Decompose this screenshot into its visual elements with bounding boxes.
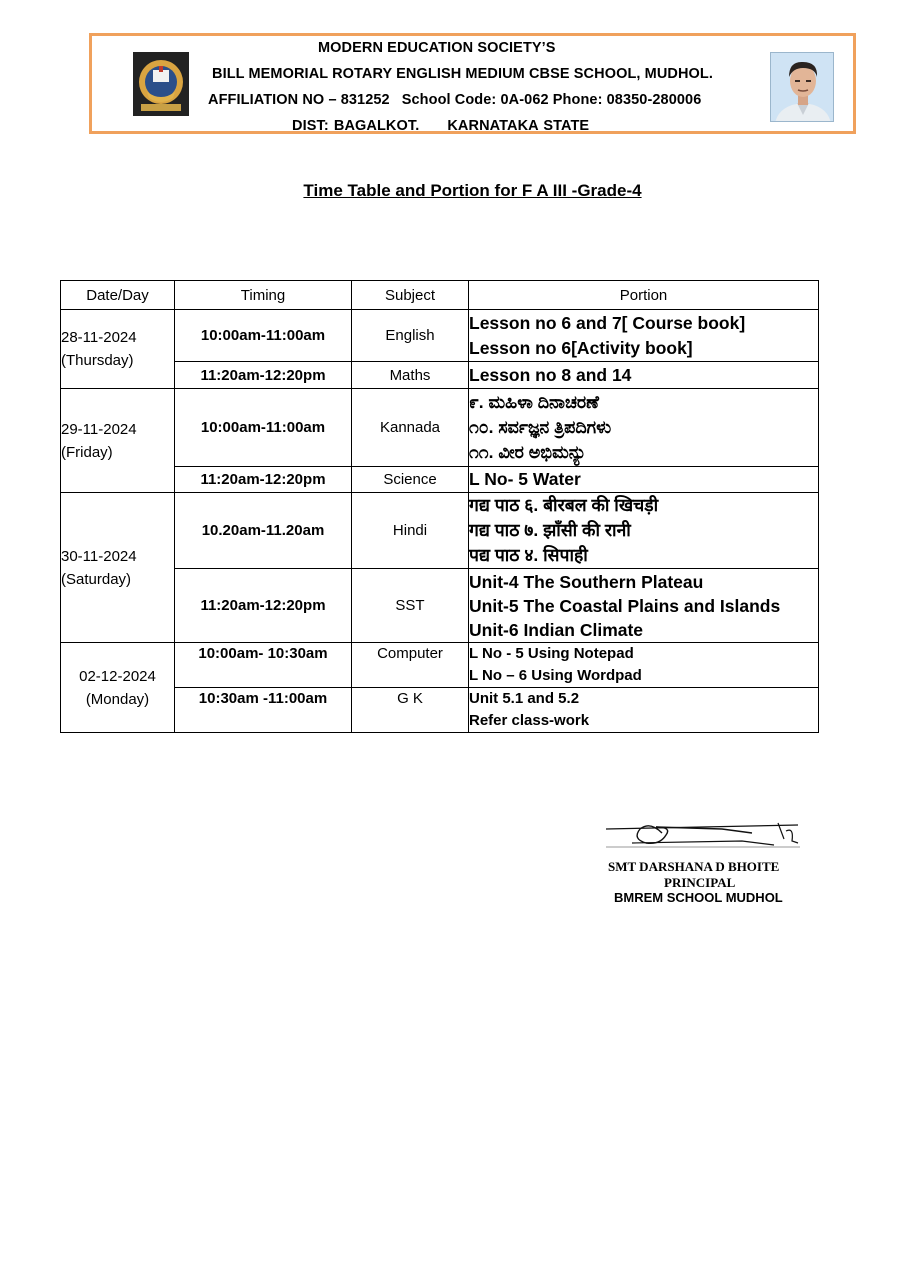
table-header-row [61, 281, 819, 310]
portion-line: Refer class-work [469, 712, 590, 729]
address-line [292, 118, 589, 134]
table-row [61, 643, 819, 688]
portion-line: पद्य पाठ ४. सिपाही [469, 545, 588, 565]
portion-line: Lesson no 6 and 7[ Course book] [469, 312, 746, 333]
day-text: (Thursday) [61, 352, 134, 369]
date-cell [61, 493, 175, 643]
day-text: (Monday) [85, 691, 150, 708]
society-name: MODERN EDUCATION SOCIETY’S [318, 40, 556, 56]
portion-line: ೯. ಮಹಿಳಾ ದಿನಾಚರಣೆ [469, 392, 599, 412]
letterhead [89, 33, 856, 134]
portion-cell [469, 389, 819, 467]
school-code-phone: School Code: 0A-062 Phone: 08350-280006 [401, 92, 702, 108]
subject-cell: Kannada [352, 389, 469, 467]
portion-line: गद्य पाठ ६. बीरबल की खिचड़ी [469, 495, 659, 515]
subject-cell: Hindi [352, 493, 469, 569]
table-row [61, 493, 819, 569]
portion-cell [469, 493, 819, 569]
date-cell [61, 389, 175, 493]
portion-line: ೧೧. ವೀರ ಅಭಿಮನ್ಯು [469, 442, 587, 462]
page-title-text: Time Table and Portion for F A III -Grade-4 [303, 181, 642, 200]
subject-cell: SST [352, 569, 469, 643]
principal-name: SMT DARSHANA D BHOITE [608, 859, 780, 874]
school-logo [133, 52, 189, 116]
subject-cell: English [352, 310, 469, 362]
district: DIST: BAGALKOT. [292, 118, 420, 134]
timing-cell: 11:20am-12:20pm [175, 467, 352, 493]
date-cell [61, 643, 175, 733]
portion-cell [469, 467, 819, 493]
state: KARNATAKA STATE [447, 118, 590, 134]
portion-line: L No - 5 Using Notepad [469, 645, 634, 662]
portion-cell [469, 643, 819, 688]
day-text: (Saturday) [61, 571, 132, 588]
portion-line: Unit 5.1 and 5.2 [469, 690, 580, 707]
portion-cell [469, 362, 819, 389]
timing-cell: 10.20am-11.20am [175, 493, 352, 569]
day-text: (Friday) [61, 443, 113, 461]
date-text: 28-11-2024 [61, 329, 137, 346]
date-text: 30-11-2024 [61, 548, 137, 565]
portion-line: Lesson no 8 and 14 [469, 364, 632, 385]
founder-photo [770, 52, 834, 122]
header-timing: Timing [175, 281, 352, 310]
subject-cell: Computer [352, 643, 469, 688]
timing-cell: 10:00am- 10:30am [175, 643, 352, 688]
timetable [60, 280, 819, 733]
page-title [0, 181, 905, 201]
header-subject: Subject [352, 281, 469, 310]
portion-cell [469, 569, 819, 643]
subject-cell: G K [352, 688, 469, 733]
timing-cell: 10:30am -11:00am [175, 688, 352, 733]
portion-cell [469, 688, 819, 733]
date-text: 29-11-2024 [61, 420, 137, 438]
header-portion: Portion [469, 281, 819, 310]
portion-line: Unit-5 The Coastal Plains and Islands [469, 595, 781, 616]
table-row [61, 310, 819, 362]
affiliation-number: AFFILIATION NO – 831252 [208, 92, 390, 108]
table-row [61, 688, 819, 733]
portion-line: गद्य पाठ ७. झाँसी की रानी [469, 520, 631, 540]
portion-line: Unit-6 Indian Climate [469, 619, 644, 640]
portion-cell [469, 310, 819, 362]
affiliation-line [208, 92, 701, 108]
principal-title: PRINCIPAL [664, 875, 736, 890]
timing-cell: 10:00am-11:00am [175, 310, 352, 362]
subject-cell: Science [352, 467, 469, 493]
timing-cell: 11:20am-12:20pm [175, 569, 352, 643]
timing-cell: 11:20am-12:20pm [175, 362, 352, 389]
portion-line: L No – 6 Using Wordpad [469, 667, 642, 684]
portion-line: L No- 5 Water [469, 469, 581, 489]
date-text: 02-12-2024 [79, 668, 156, 685]
portion-line: ೧೦. ಸರ್ವಜ್ಞನ ತ್ರಿಪದಿಗಳು [469, 417, 612, 437]
school-short-name: BMREM SCHOOL MUDHOL [614, 890, 783, 905]
date-cell [61, 310, 175, 389]
portion-line: Unit-4 The Southern Plateau [469, 571, 704, 592]
portion-line: Lesson no 6[Activity book] [469, 337, 693, 358]
signature-image [602, 815, 802, 861]
table-row [61, 467, 819, 493]
table-row [61, 389, 819, 467]
subject-cell: Maths [352, 362, 469, 389]
table-row [61, 569, 819, 643]
table-row [61, 362, 819, 389]
header-date: Date/Day [61, 281, 175, 310]
school-name: BILL MEMORIAL ROTARY ENGLISH MEDIUM CBSE SCHOOL, MUDHOL. [212, 66, 714, 82]
timing-cell: 10:00am-11:00am [175, 389, 352, 467]
